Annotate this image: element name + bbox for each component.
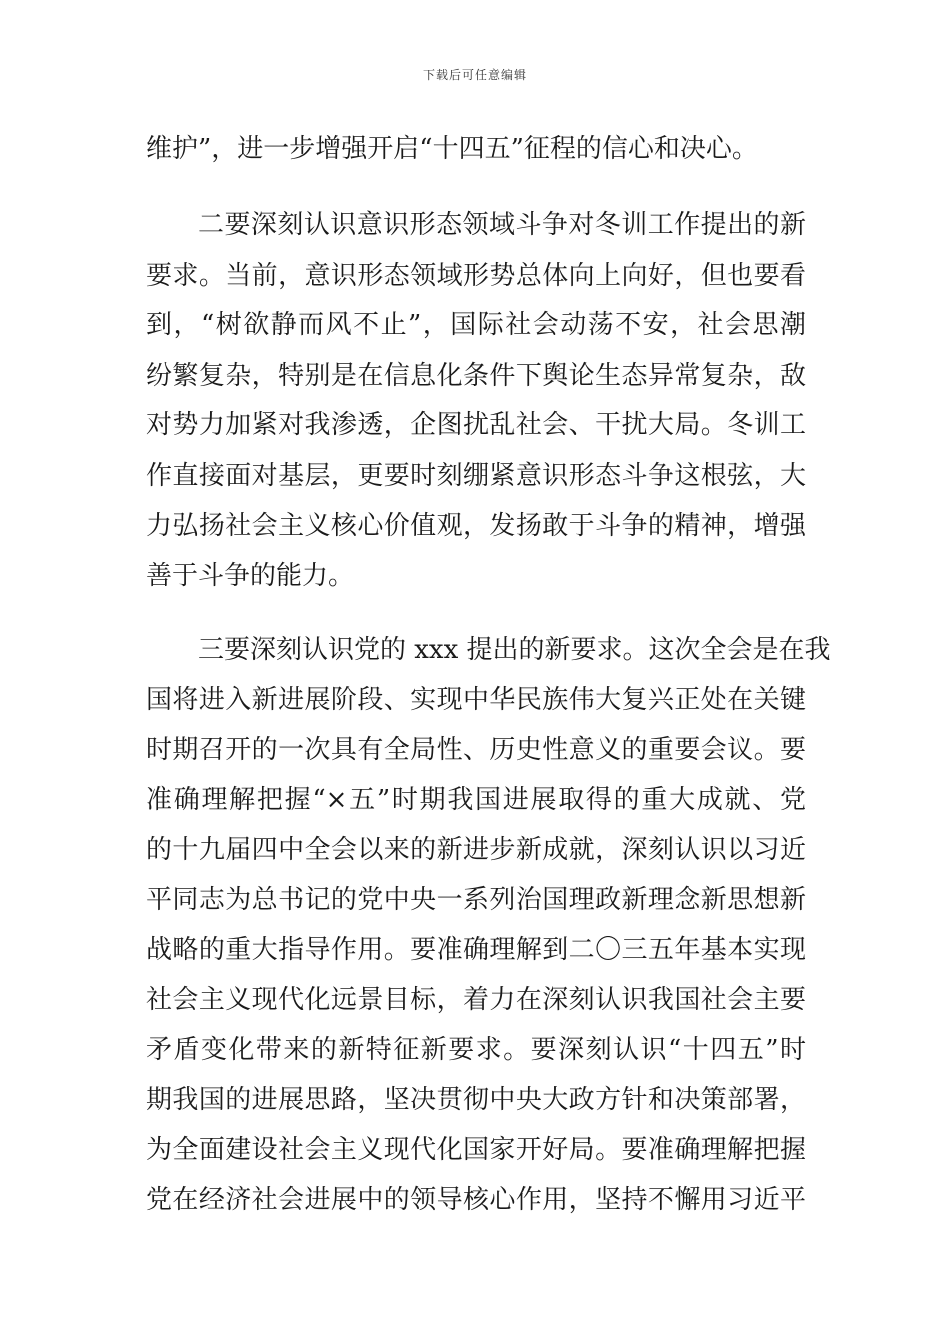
text-line: 到，“树欲静而风不止”，国际社会动荡不安，社会思潮 [146,310,806,340]
paragraph-first-line: 三要深刻认识党的 xxx 提出的新要求。这次全会是在我 [198,635,831,665]
text-line: 的十九届四中全会以来的新进步新成就，深刻认识以习近 [146,835,806,865]
text-line: 准确理解把握“×五”时期我国进展取得的重大成就、党 [146,785,806,815]
header-note: 下载后可任意编辑 [422,68,527,82]
text-line: 维护”，进一步增强开启“十四五”征程的信心和决心。 [146,134,758,164]
text-line: 社会主义现代化远景目标，着力在深刻认识我国社会主要 [146,985,806,1015]
text-line: 要求。当前，意识形态领域形势总体向上向好，但也要看 [146,261,806,291]
text-line: 期我国的进展思路，坚决贯彻中央大政方针和决策部署， [146,1085,806,1115]
text-line: 为全面建设社会主义现代化国家开好局。要准确理解把握 [146,1135,806,1165]
text-line: 平同志为总书记的党中央一系列治国理政新理念新思想新 [146,885,806,915]
text-line: 党在经济社会进展中的领导核心作用，坚持不懈用习近平 [146,1185,806,1215]
text-line: 对势力加紧对我渗透，企图扰乱社会、干扰大局。冬训工 [146,410,806,440]
text-line: 国将进入新进展阶段、实现中华民族伟大复兴正处在关键 [146,685,806,715]
paragraph-first-line: 二要深刻认识意识形态领域斗争对冬训工作提出的新 [198,210,806,240]
text-line: 善于斗争的能力。 [146,561,355,591]
text-line: 时期召开的一次具有全局性、历史性意义的重要会议。要 [146,735,806,765]
text-line: 力弘扬社会主义核心价值观，发扬敢于斗争的精神，增强 [146,511,806,541]
text-line: 战略的重大指导作用。要准确理解到二〇三五年基本实现 [146,935,806,965]
text-line: 矛盾变化带来的新特征新要求。要深刻认识“十四五”时 [146,1035,806,1065]
text-line: 作直接面对基层，更要时刻绷紧意识形态斗争这根弦，大 [146,461,806,491]
text-line: 纷繁复杂，特别是在信息化条件下舆论生态异常复杂，敌 [146,361,806,391]
